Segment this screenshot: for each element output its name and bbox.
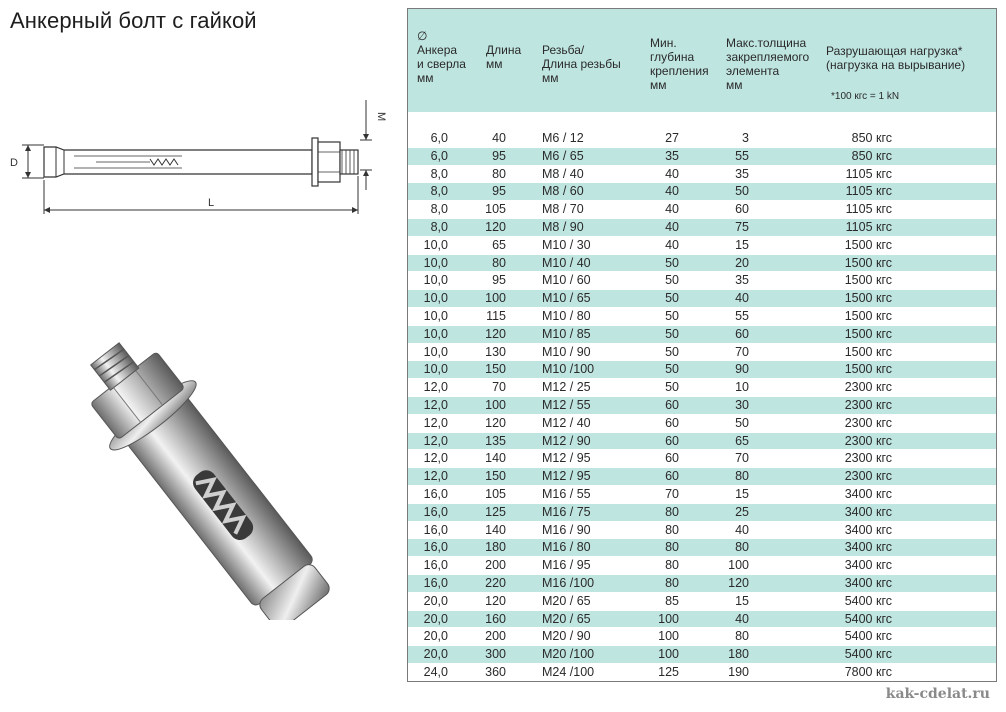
cell-thickness: 15: [735, 237, 749, 252]
cell-length: 100: [485, 291, 506, 306]
header-length: Длина мм: [486, 43, 522, 71]
cell-thread: M16 / 80: [542, 540, 591, 555]
cell-length: 220: [485, 575, 506, 590]
cell-depth: 50: [665, 380, 679, 395]
cell-thickness: 70: [735, 344, 749, 359]
cell-depth: 80: [665, 540, 679, 555]
cell-depth: 125: [658, 664, 679, 679]
table-row: [408, 468, 996, 486]
cell-thickness: 90: [735, 362, 749, 377]
cell-length: 150: [485, 362, 506, 377]
cell-diameter: 12,0: [423, 469, 448, 484]
cell-thickness: 190: [728, 664, 749, 679]
cell-depth: 85: [665, 593, 679, 608]
cell-thread: M16 / 90: [542, 522, 591, 537]
cell-thread: M10 / 60: [542, 273, 591, 288]
cell-thickness: 35: [735, 166, 749, 181]
cell-load: 1500 кгс: [844, 362, 892, 377]
table-row: [408, 611, 996, 629]
cell-thickness: 15: [735, 486, 749, 501]
cell-thread: M8 / 90: [542, 219, 584, 234]
table-row: [408, 450, 996, 468]
cell-thickness: 70: [735, 451, 749, 466]
cell-thread: M16 / 95: [542, 558, 591, 573]
cell-length: 40: [492, 131, 506, 145]
cell-thread: M10 / 30: [542, 237, 591, 252]
cell-thickness: 80: [735, 629, 749, 644]
table-row: [408, 255, 996, 273]
cell-thickness: 40: [735, 611, 749, 626]
cell-load: 3400 кгс: [844, 575, 892, 590]
table-row: [408, 486, 996, 504]
table-row: [408, 326, 996, 344]
cell-thickness: 60: [735, 326, 749, 341]
cell-load: 3400 кгс: [844, 504, 892, 519]
cell-diameter: 12,0: [423, 433, 448, 448]
cell-diameter: 20,0: [423, 593, 448, 608]
cell-load: 1105 кгс: [845, 219, 892, 234]
cell-load: 1500 кгс: [844, 255, 892, 270]
cell-diameter: 20,0: [423, 629, 448, 644]
table-row: [408, 593, 996, 611]
cell-diameter: 12,0: [423, 380, 448, 395]
table-row: [408, 415, 996, 433]
cell-depth: 80: [665, 575, 679, 590]
cell-length: 70: [492, 380, 506, 395]
cell-diameter: 10,0: [423, 344, 448, 359]
cell-load: 2300 кгс: [844, 397, 892, 412]
cell-length: 160: [485, 611, 506, 626]
cell-thread: M20 / 65: [542, 611, 591, 626]
cell-length: 120: [485, 219, 506, 234]
cell-depth: 100: [658, 611, 679, 626]
label-m: M: [375, 112, 387, 122]
cell-thread: M16 /100: [542, 575, 595, 590]
cell-length: 105: [485, 202, 506, 217]
cell-diameter: 10,0: [423, 273, 448, 288]
cell-thread: M10 / 90: [542, 344, 591, 359]
cell-load: 5400 кгс: [844, 593, 892, 608]
cell-thickness: 20: [735, 255, 749, 270]
cell-length: 80: [492, 166, 506, 181]
table-row: [408, 290, 996, 308]
cell-thickness: 80: [735, 540, 749, 555]
cell-depth: 100: [658, 647, 679, 662]
cell-load: 1500 кгс: [844, 308, 892, 323]
header-load: Разрушающая нагрузка* (нагрузка на вырывание): [826, 44, 966, 72]
cell-load: 1500 кгс: [844, 291, 892, 306]
cell-thread: M6 / 65: [542, 148, 584, 163]
cell-load: 1500 кгс: [844, 273, 892, 288]
cell-diameter: 16,0: [423, 504, 448, 519]
header-thickness: Макс.толщина закрепляемого элемента мм: [726, 36, 810, 92]
cell-load: 2300 кгс: [844, 451, 892, 466]
cell-diameter: 8,0: [430, 166, 448, 181]
cell-depth: 60: [665, 397, 679, 412]
cell-thread: M20 / 90: [542, 629, 591, 644]
cell-depth: 80: [665, 504, 679, 519]
cell-thickness: 75: [735, 219, 749, 234]
cell-length: 150: [485, 469, 506, 484]
cell-diameter: 8,0: [430, 219, 448, 234]
table-row: [408, 539, 996, 557]
cell-thread: M16 / 75: [542, 504, 591, 519]
table-row: [408, 628, 996, 646]
cell-diameter: 16,0: [423, 540, 448, 555]
table-row: [408, 166, 996, 184]
cell-diameter: 12,0: [423, 415, 448, 430]
cell-thread: M16 / 55: [542, 486, 591, 501]
cell-load: 1105 кгс: [845, 166, 892, 181]
table-row: [408, 308, 996, 326]
cell-load: 2300 кгс: [844, 380, 892, 395]
cell-thread: M10 /100: [542, 362, 595, 377]
cell-length: 65: [492, 237, 506, 252]
cell-diameter: 8,0: [430, 184, 448, 199]
cell-thickness: 50: [735, 184, 749, 199]
cell-thickness: 55: [735, 308, 749, 323]
cell-load: 1500 кгс: [844, 237, 892, 252]
cell-diameter: 12,0: [423, 397, 448, 412]
table-row: [408, 557, 996, 575]
label-l: L: [208, 197, 215, 209]
cell-depth: 60: [665, 433, 679, 448]
cell-thread: M10 / 40: [542, 255, 591, 270]
cell-load: 850 кгс: [851, 131, 892, 145]
table-row: [408, 379, 996, 397]
table-row: [408, 522, 996, 540]
cell-thread: M24 /100: [542, 664, 595, 679]
page-title: Анкерный болт с гайкой: [10, 8, 257, 33]
table-row: [408, 183, 996, 201]
cell-load: 3400 кгс: [844, 522, 892, 537]
cell-thickness: 180: [728, 647, 749, 662]
table-row: [408, 433, 996, 451]
cell-depth: 50: [665, 326, 679, 341]
bolt-photo-icon: [30, 300, 370, 620]
cell-length: 80: [492, 255, 506, 270]
cell-load: 5400 кгс: [844, 647, 892, 662]
cell-thickness: 10: [735, 380, 749, 395]
cell-thread: M12 / 95: [542, 451, 591, 466]
cell-depth: 100: [658, 629, 679, 644]
cell-load: 1500 кгс: [844, 326, 892, 341]
cell-thread: M8 / 70: [542, 202, 584, 217]
cell-length: 115: [486, 308, 506, 323]
cell-depth: 60: [665, 415, 679, 430]
cell-depth: 40: [665, 219, 679, 234]
cell-length: 125: [485, 504, 506, 519]
cell-load: 1500 кгс: [844, 344, 892, 359]
cell-load: 5400 кгс: [844, 629, 892, 644]
cell-thread: M10 / 85: [542, 326, 591, 341]
cell-depth: 50: [665, 291, 679, 306]
cell-thickness: 30: [735, 397, 749, 412]
cell-diameter: 10,0: [423, 308, 448, 323]
table-row: [408, 201, 996, 219]
cell-depth: 50: [665, 255, 679, 270]
cell-load: 2300 кгс: [844, 415, 892, 430]
cell-diameter: 16,0: [423, 522, 448, 537]
cell-thread: M20 / 65: [542, 593, 591, 608]
table-row: [408, 397, 996, 415]
cell-diameter: 10,0: [423, 326, 448, 341]
cell-length: 135: [485, 433, 506, 448]
cell-thickness: 100: [728, 558, 749, 573]
cell-thread: M8 / 40: [542, 166, 584, 181]
cell-thread: M12 / 90: [542, 433, 591, 448]
cell-length: 95: [492, 273, 506, 288]
cell-load: 7800 кгс: [844, 664, 892, 679]
cell-thread: M20 /100: [542, 647, 595, 662]
cell-depth: 80: [665, 558, 679, 573]
cell-thread: M12 / 40: [542, 415, 591, 430]
cell-load: 1105 кгс: [845, 202, 892, 217]
cell-length: 300: [485, 647, 506, 662]
cell-load: 2300 кгс: [844, 433, 892, 448]
cell-diameter: 12,0: [423, 451, 448, 466]
cell-diameter: 10,0: [423, 291, 448, 306]
cell-diameter: 16,0: [423, 575, 448, 590]
cell-thread: M10 / 80: [542, 308, 591, 323]
cell-thread: M6 / 12: [542, 131, 584, 145]
cell-diameter: 6,0: [430, 131, 448, 145]
cell-thickness: 40: [735, 522, 749, 537]
cell-thickness: 3: [742, 131, 749, 145]
table-row: [408, 646, 996, 664]
cell-thickness: 60: [735, 202, 749, 217]
watermark: kak-cdelat.ru: [885, 686, 990, 702]
cell-thickness: 65: [735, 433, 749, 448]
cell-diameter: 20,0: [423, 611, 448, 626]
cell-thread: M10 / 65: [542, 291, 591, 306]
cell-length: 120: [485, 415, 506, 430]
cell-thickness: 35: [735, 273, 749, 288]
cell-diameter: 8,0: [430, 202, 448, 217]
table-row: [408, 219, 996, 237]
cell-length: 200: [485, 558, 506, 573]
cell-thread: M12 / 25: [542, 380, 591, 395]
cell-diameter: 10,0: [423, 255, 448, 270]
cell-depth: 27: [665, 131, 679, 145]
table-row: [408, 237, 996, 255]
cell-length: 360: [485, 664, 506, 679]
cell-thickness: 40: [735, 291, 749, 306]
cell-length: 130: [485, 344, 506, 359]
cell-thickness: 50: [735, 415, 749, 430]
cell-thread: M12 / 95: [542, 469, 591, 484]
cell-thickness: 120: [728, 575, 749, 590]
cell-depth: 50: [665, 344, 679, 359]
cell-depth: 60: [665, 469, 679, 484]
cell-load: 1105 кгс: [845, 184, 892, 199]
cell-length: 100: [485, 397, 506, 412]
table-row: [408, 361, 996, 379]
cell-length: 95: [492, 148, 506, 163]
table-row: [408, 664, 996, 682]
bolt-drawing: [0, 90, 400, 230]
cell-diameter: 24,0: [423, 664, 448, 679]
cell-load: 3400 кгс: [844, 486, 892, 501]
table-row: [408, 504, 996, 522]
cell-depth: 40: [665, 166, 679, 181]
cell-length: 95: [492, 184, 506, 199]
cell-thread: M12 / 55: [542, 397, 591, 412]
cell-load: 3400 кгс: [844, 558, 892, 573]
cell-depth: 40: [665, 237, 679, 252]
table-row: [408, 130, 996, 148]
cell-diameter: 10,0: [423, 237, 448, 252]
cell-depth: 50: [665, 273, 679, 288]
cell-length: 120: [485, 593, 506, 608]
cell-depth: 40: [665, 184, 679, 199]
header-note: *100 кгс = 1 kN: [831, 91, 900, 102]
cell-depth: 40: [665, 202, 679, 217]
cell-load: 850 кгс: [851, 148, 892, 163]
table-row: [408, 344, 996, 362]
cell-load: 5400 кгс: [844, 611, 892, 626]
cell-thickness: 25: [735, 504, 749, 519]
cell-length: 180: [485, 540, 506, 555]
cell-load: 3400 кгс: [844, 540, 892, 555]
cell-depth: 60: [665, 451, 679, 466]
table-row: [408, 272, 996, 290]
table-row: [408, 575, 996, 593]
cell-thickness: 55: [735, 148, 749, 163]
cell-diameter: 10,0: [423, 362, 448, 377]
header-thread: Резьба/ Длина резьбы мм: [542, 43, 621, 85]
cell-length: 200: [485, 629, 506, 644]
cell-length: 140: [485, 522, 506, 537]
cell-depth: 50: [665, 362, 679, 377]
table-body: [408, 130, 996, 682]
cell-length: 120: [485, 326, 506, 341]
cell-thickness: 80: [735, 469, 749, 484]
cell-thread: M8 / 60: [542, 184, 584, 199]
cell-thickness: 15: [735, 593, 749, 608]
cell-diameter: 16,0: [423, 486, 448, 501]
table-row: [408, 148, 996, 166]
cell-diameter: 6,0: [430, 148, 448, 163]
header-diameter: ∅ Анкера и сверла мм: [417, 29, 466, 85]
cell-diameter: 16,0: [423, 558, 448, 573]
cell-depth: 70: [665, 486, 679, 501]
cell-depth: 50: [665, 308, 679, 323]
cell-depth: 80: [665, 522, 679, 537]
spec-table: [407, 8, 997, 682]
cell-length: 140: [485, 451, 506, 466]
label-d: D: [10, 157, 18, 169]
cell-load: 2300 кгс: [844, 469, 892, 484]
table-header: [408, 9, 996, 112]
header-depth: Мин. глубина крепления мм: [650, 36, 709, 92]
cell-length: 105: [485, 486, 506, 501]
cell-diameter: 20,0: [423, 647, 448, 662]
cell-depth: 35: [665, 148, 679, 163]
